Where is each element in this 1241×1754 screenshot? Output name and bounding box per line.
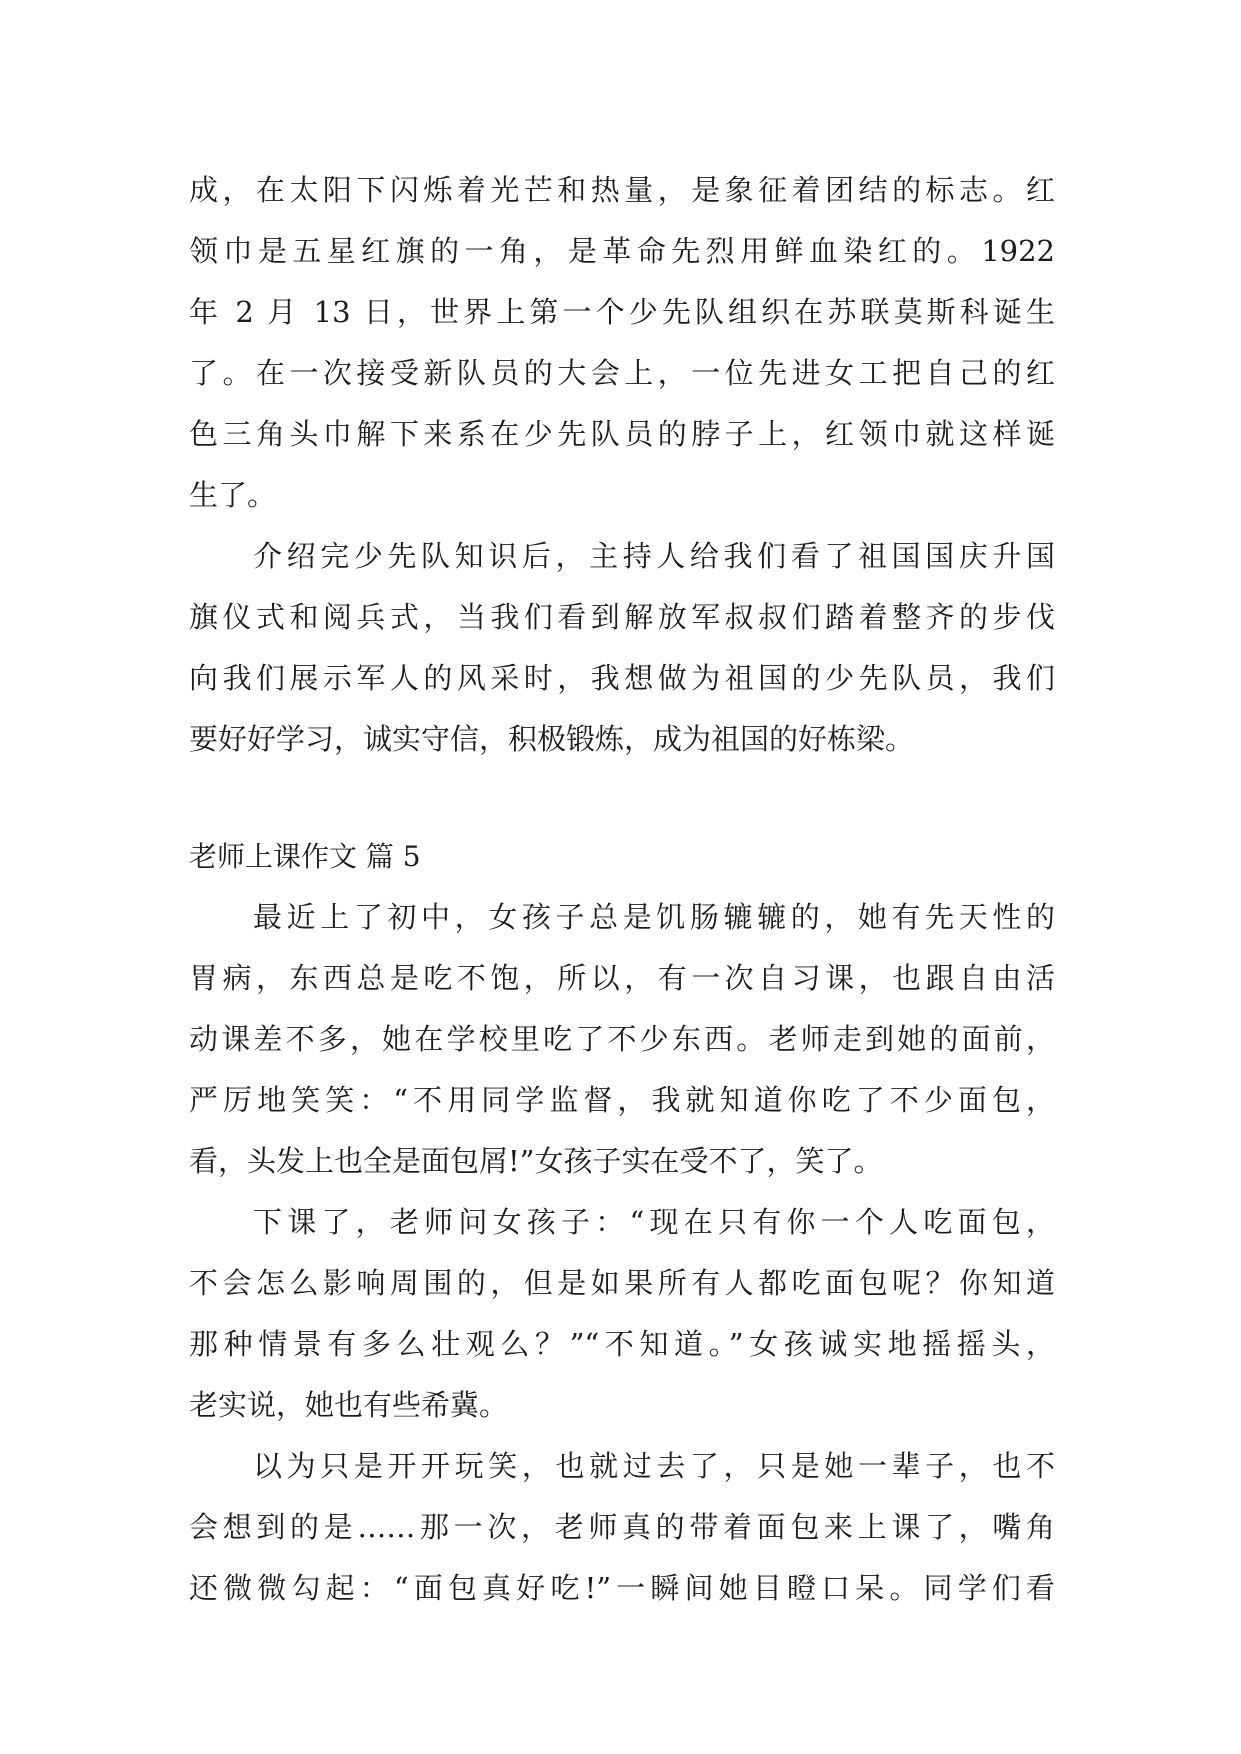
text-line: 成，在太阳下闪烁着光芒和热量，是象征着团结的标志。红 [189,173,1055,207]
paragraph [189,1436,1055,1619]
text-line: 向我们展示军人的风采时，我想做为祖国的少先队员，我们 [189,661,1055,695]
text-line: 老实说，她也有些希冀。 [189,1388,509,1422]
paragraph [189,526,1055,770]
text-line: 年 2 月 13 日，世界上第一个少先队组织在苏联莫斯科诞生 [189,295,1055,329]
text-line: 领巾是五星红旗的一角，是革命先烈用鲜血染红的。1922 [189,234,1055,268]
text-line: 会想到的是……那一次，老师真的带着面包来上课了，嘴角 [189,1510,1055,1544]
section-heading: 老师上课作文 篇 5 [189,840,421,873]
text-line: 色三角头巾解下来系在少先队员的脖子上，红领巾就这样诞 [189,417,1055,451]
text-line: 介绍完少先队知识后，主持人给我们看了祖国国庆升国 [253,539,1055,573]
text-line: 胃病，东西总是吃不饱，所以，有一次自习课，也跟自由活 [189,961,1055,995]
text-line: 以为只是开开玩笑，也就过去了，只是她一辈子，也不 [253,1449,1055,1483]
text-line: 动课差不多，她在学校里吃了不少东西。老师走到她的面前， [189,1022,1055,1056]
text-line: 严厉地笑笑：“不用同学监督，我就知道你吃了不少面包， [189,1083,1055,1117]
paragraph [189,1192,1055,1436]
text-line: 最近上了初中，女孩子总是饥肠辘辘的，她有先天性的 [253,900,1055,934]
paragraph [189,160,1055,526]
text-line: 要好好学习，诚实守信，积极锻炼，成为祖国的好栋梁。 [189,722,915,756]
text-line: 那种情景有多么壮观么？”“不知道。”女孩诚实地摇摇头， [189,1327,1055,1361]
text-line: 旗仪式和阅兵式，当我们看到解放军叔叔们踏着整齐的步伐 [189,600,1055,634]
text-line: 看，头发上也全是面包屑!”女孩子实在受不了，笑了。 [189,1144,883,1178]
text-line: 还微微勾起：“面包真好吃!”一瞬间她目瞪口呆。同学们看 [189,1571,1055,1605]
text-line: 下课了，老师问女孩子：“现在只有你一个人吃面包， [253,1205,1055,1239]
text-line: 了。在一次接受新队员的大会上，一位先进女工把自己的红 [189,356,1055,390]
text-line: 生了。 [189,478,277,512]
text-line: 不会怎么影响周围的，但是如果所有人都吃面包呢？你知道 [189,1266,1055,1300]
paragraph [189,887,1055,1192]
document-body [189,160,1055,1619]
